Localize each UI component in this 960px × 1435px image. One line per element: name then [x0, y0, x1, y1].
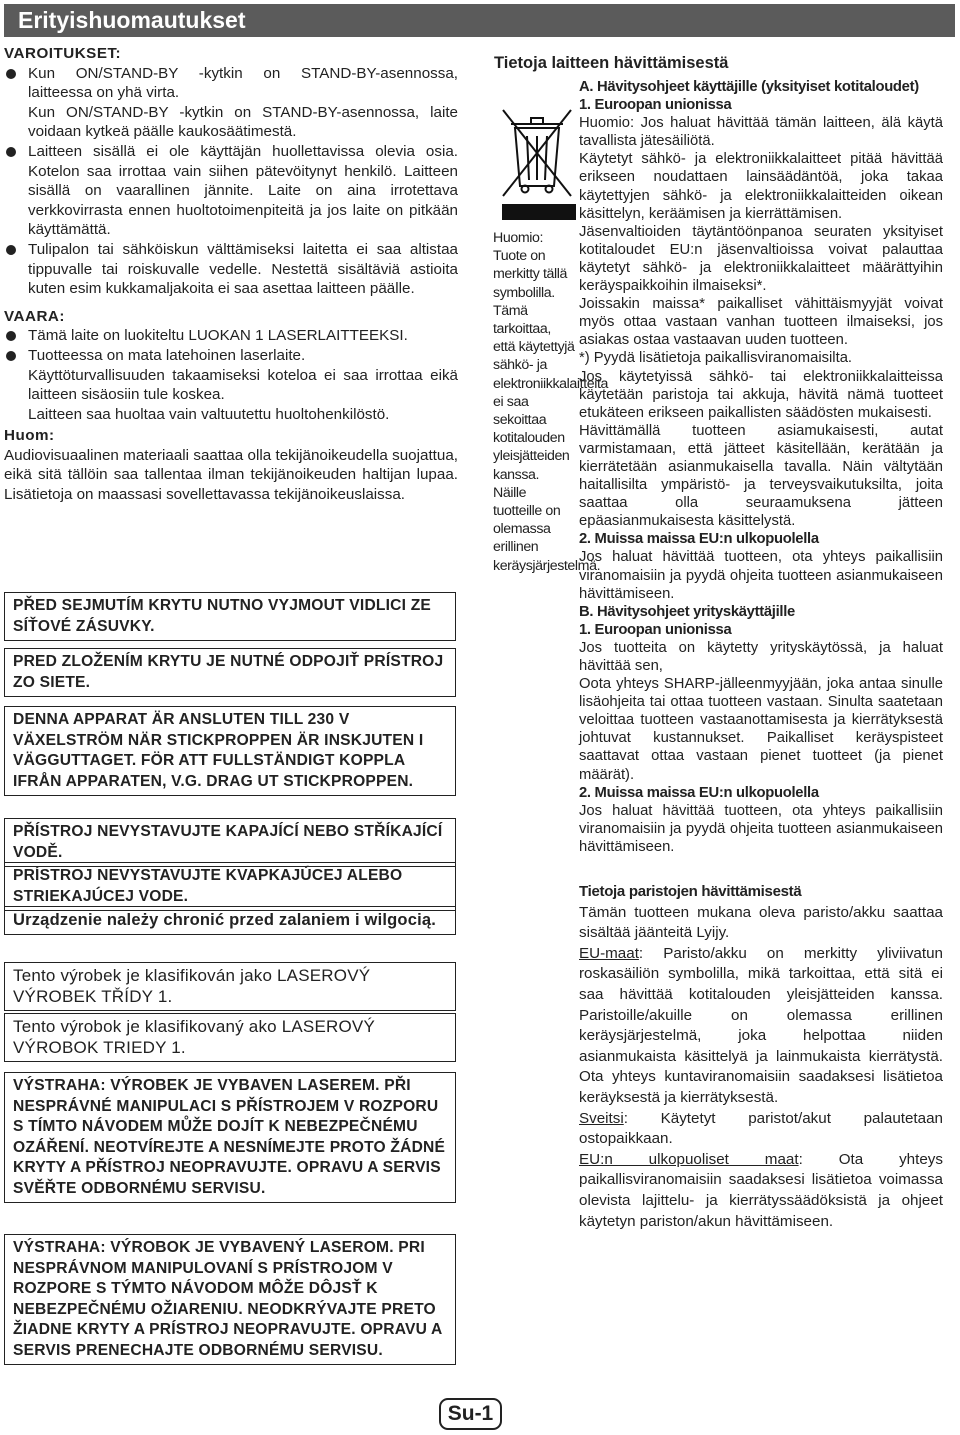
warning-cz-laser: VÝSTRAHA: VÝROBEK JE VYBAVEN LASEREM. PŘI NESPRÁVNÉ MANIPULACI S PŘÍSTROJEM V ROZPORU S TÍMTO NÁVODEM MŮŽE DOJÍT K NEBEZPEČNÉMU OZÁŘENÍ. NEOTVÍREJTE A NESNÍMEJTE PROTO ŽÁDNÉ KRYTY A PŘÍSTROJ NEOPRAVUJTE. OPRAVU A SERVIS SVĚŘTE ODBORNÉMU SERVISU. [4, 1072, 456, 1203]
copyright-note: Audiovisuaalinen materiaali saattaa olla tekijänoikeudella suojattua, eikä sitä tällöin saa tallentaa ilman tekijänoikeuden haltijan lupaa. Lisätietoja on maassasi sovellettavassa tekijänoikeuslaissa. [4, 446, 458, 504]
battery-ch-text: : Käytetyt paristot/akut palautetaan ostopaikkaan. [579, 1109, 943, 1148]
a-heading: A. Hävitysohjeet käyttäjille (yksityiset kotitaloudet) [579, 79, 919, 95]
battery-disposal [579, 882, 943, 1232]
b1-heading: 1. Euroopan unionissa [579, 621, 732, 638]
warning-no-user-parts: Laitteen sisällä ei ole käyttäjän huollettavissa olevia osia. Kotelon saa irrottaa vain siihen pätevöitynyt henkilö. Laitteen sisällä on vaarallinen jännite. Laite on aina irrotettava verkkovirrasta ennen huoltotoimenpiteitä ja jos laite on pitkään käyttämättä. [4, 142, 458, 240]
danger-do-not-open: Käyttöturvallisuuden takaamiseksi koteloa ei saa irrottaa eikä laitteen sisäosiin tule koskea. [28, 366, 458, 404]
disposal-instructions [579, 78, 943, 856]
battery-non-eu-text: : Ota yhteys paikallisviranomaisiin saadaksesi lisätietoa voimassa olevista lajittelu- ja kierrätyssäädöksistä ja ohjeet käytetyn pariston/akun hävittämiseen. [579, 1150, 943, 1230]
a1-p6: Jos käytetyissä sähkö- tai elektroniikkalaitteissa käytetään paristoja tai akkuja, hävitä nämä tuotteet etukäteen erikseen paikallisten säädösten mukaisesti. [579, 368, 943, 421]
page-number: Su-1 [439, 1398, 502, 1430]
a2-p1: Jos haluat hävittää tuotteen, ota yhteys paikallisiin viranomaisiin ja pyydä ohjeita tuotteen asianmukaiseen hävittämiseen. [579, 549, 943, 602]
warning-standby-remote: Kun ON/STAND-BY -kytkin on STAND-BY-asennossa, laite voidaan kytkeä päälle kaukosäätimestä. [28, 103, 458, 141]
a2-heading: 2. Muissa maissa EU:n ulkopuolella [579, 531, 819, 548]
warning-pl-water: Urządzenie należy chronić przed zalaniem i wilgocią. [4, 906, 456, 935]
a1-p5: *) Pyydä lisätietoja paikallisviranomaisilta. [579, 350, 853, 367]
battery-switzerland [579, 1109, 943, 1150]
warnings-heading: VAROITUKSET: [4, 45, 122, 62]
warning-sk-laser: VÝSTRAHA: VÝROBOK JE VYBAVENÝ LASEROM. PRI NESPRÁVNOM MANIPULOVANÍ S PRÍSTROJOM V ROZPORE S TÝMTO NÁVODOM MÔŽE DÔJSŤ K NEBEZPEČNÉMU OŽIARENIU. NEODKRÝVAJTE PRETO ŽIADNE KRYTY A PRÍSTROJ NEOPRAVUJTE. OPRAVU A SERVIS PRENECHAJTE ODBORNÉMU SERVISU. [4, 1234, 456, 1365]
page-title-bar [4, 4, 955, 37]
b-heading: B. Hävitysohjeet yrityskäyttäjille [579, 603, 795, 620]
warning-se-connected: DENNA APPARAT ÄR ANSLUTEN TILL 230 V VÄXELSTRÖM NÄR STICKPROPPEN ÄR INSKJUTEN I VÄGGUTTAGET. FÖR ATT FULLSTÄNDIGT KOPPLA IFRÅN APPARATEN, V.G. DRAG UT STICKPROPPEN. [4, 706, 456, 796]
battery-eu-label: EU-maat [579, 944, 639, 962]
a1-p7: Hävittämällä tuotteen asiamukaisesti, autat varmistamaan, että jätteet käsitellään, kerätään ja kierrätetään asianmukaisella tavalla. Näin vältytään haitallisilta ympäristö- ja terveysvaikutuksilta, joita saattaa olla seuraamuksena jätteen epäasianmukaisesta käsittelystä. [579, 422, 943, 530]
battery-eu [579, 944, 943, 1109]
battery-non-eu-label: EU:n ulkopuoliset maat [579, 1150, 799, 1168]
danger-heading: VAARA: [4, 307, 65, 325]
note-heading: Huom: [4, 427, 55, 445]
danger-service: Laitteen saa huoltaa vain valtuutettu huoltohenkilöstö. [28, 405, 390, 423]
warning-sk-water: PRÍSTROJ NEVYSTAVUJTE KVAPKAJÚCEJ ALEBO STRIEKAJÚCEJ VODE. [4, 862, 456, 911]
a1-p1: Huomio: Jos haluat hävittää tämän laitteen, älä käytä tavallista jätesäiliötä. [579, 115, 943, 150]
warning-standby: Kun ON/STAND-BY -kytkin on STAND-BY-asennossa, laitteessa on yhä virta. [4, 64, 458, 103]
b2-p1: Jos haluat hävittää tuotteen, ota yhteys paikallisiin viranomaisiin ja pyydä ohjeita tuotteen asianmukaiseen hävittämiseen. [579, 802, 943, 855]
weee-black-bar [502, 204, 576, 220]
warning-sk-disconnect: PRED ZLOŽENÍM KRYTU JE NUTNÉ ODPOJIŤ PRÍSTROJ ZO SIETE. [4, 648, 456, 697]
warning-cz-water: PŘÍSTROJ NEVYSTAVUJTE KAPAJÍCÍ NEBO STŘÍKAJÍCÍ VODĚ. [4, 818, 456, 867]
weee-note-text: Huomio: Tuote on merkitty tällä symbolilla. Tämä tarkoittaa, että käytettyjä sähkö- ja elektroniikkalaitteita ei saa sekoittaa kotitalouden yleisjätteiden kanssa. Näille tuotteille on olemassa erillinen keräysjärjestelmä. [493, 230, 609, 574]
a1-heading: 1. Euroopan unionissa [579, 97, 732, 114]
danger-laser-class: Tämä laite on luokiteltu LUOKAN 1 LASERLAITTEEKSI. [4, 326, 458, 346]
b2-heading: 2. Muissa maissa EU:n ulkopuolella [579, 784, 819, 801]
crossed-out-wheelie-bin-icon [497, 100, 577, 200]
disposal-title: Tietoja laitteen hävittämisestä [494, 54, 729, 72]
a1-p3: Jäsenvaltioiden täytäntöönpanoa seuraten yksityiset kotitaloudet EU:n jäsenvaltioissa voivat palauttaa käytetyt sähkö- ja elektroniikkalaitteet määrättyihin keräyspaikkoihin ilmaiseksi*. [579, 223, 943, 295]
weee-symbol [497, 100, 577, 205]
battery-ch-label: Sveitsi [579, 1109, 624, 1127]
a1-p2: Käytetyt sähkö- ja elektroniikkalaitteet pitää hävittää erikseen noudattaen lainsäädäntöä, joka takaa käytettyjen sähkö- ja elektroniikkalaitteiden oikean käsittelyn, keräämisen ja kierrättämisen. [579, 151, 943, 222]
left-column [4, 42, 458, 505]
warning-sk-laser-class: Tento výrobok je klasifikovaný ako LASEROVÝ VÝROBOK TRIEDY 1. [4, 1013, 456, 1062]
danger-laser-device: Tuotteessa on mata latehoinen laserlaite. [4, 346, 458, 366]
warning-cz-laser-class: Tento výrobek je klasifikován jako LASEROVÝ VÝROBEK TŘÍDY 1. [4, 962, 456, 1011]
battery-non-eu [579, 1150, 943, 1232]
battery-heading: Tietoja paristojen hävittämisestä [579, 883, 802, 900]
page-title: Erityishuomautukset [18, 7, 246, 33]
warning-cz-remove-plug: PŘED SEJMUTÍM KRYTU NUTNO VYJMOUT VIDLICI ZE SÍŤOVÉ ZÁSUVKY. [4, 592, 456, 641]
a1-p4: Joissakin maissa* paikalliset vähittäismyyjät voivat myös ottaa vastaan vanhan tuotteen ilmaiseksi, jos asiakas ostaa vastaavan uuden tuotteen. [579, 296, 943, 349]
b1-p2: Oota yhteys SHARP-jälleenmyyjään, joka antaa sinulle lisäohjeita tai ottaa tuotteen vastaan. Sinulta saatetaan veloittaa tuotteen vastaanottamisesta ja kierrätyksestä johtuvat kustannukset. Paikalliset keräyspisteet saattavat ottaa vastaan pienet tuotteet (ja pienet määrät). [579, 676, 943, 783]
weee-note [493, 229, 609, 575]
battery-p1: Tämän tuotteen mukana oleva paristo/akku saattaa sisältää jäänteitä Lyijy. [579, 903, 943, 942]
warning-fire-shock: Tulipalon tai sähköiskun välttämiseksi laitetta ei saa altistaa tippuvalle tai roiskuvalle vedelle. Nestettä sisältäviä astioita kuten esim kukkamaljakoita ei saa asettaa laitteen päälle. [4, 240, 458, 299]
battery-eu-text: : Paristo/akku on merkitty yliviivatun roskasäiliön symbolilla, mikä tarkoittaa, että sitä ei saa hävittää kotitalouden yleisjätteiden kanssa. Paristoille/akuille on olemassa erillinen keräysjärjestelmä, joka helpottaa niiden asianmukaista käsittelyä ja lainmukaista kierrätystä. Ota yhteys kuntaviranomaisiin saadaksesi lisätietoa keräyksestä ja kierrätyksestä. [579, 944, 943, 1106]
b1-p1: Jos tuotteita on käytetty yrityskäytössä, ja haluat hävittää sen, [579, 639, 943, 674]
